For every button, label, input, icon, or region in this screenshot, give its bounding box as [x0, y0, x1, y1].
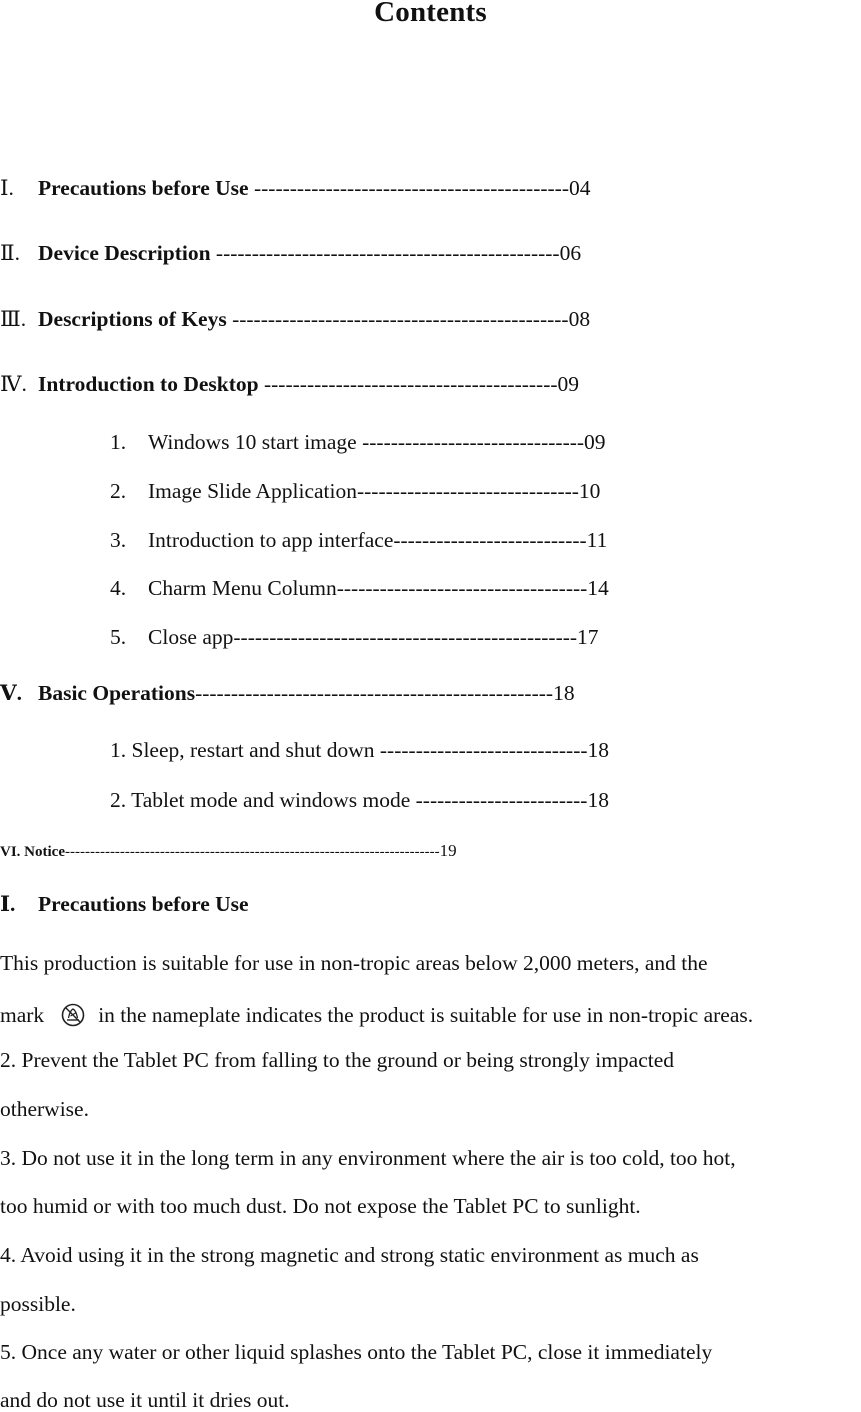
body-line: otherwise.: [0, 1097, 89, 1121]
toc-entry-page: 09: [557, 372, 580, 396]
non-tropic-mark-icon: [60, 1002, 86, 1028]
toc-subentry-text: Charm Menu Column-----------------------------------14: [148, 576, 609, 600]
toc-entry-leader: ------------------------------------------------: [210, 241, 560, 265]
body-text: in the nameplate indicates the product is suitable for use in non-tropic areas.: [98, 1003, 754, 1027]
toc-subentry-number: 5.: [110, 625, 127, 649]
toc-entry-label: Precautions before Use: [38, 176, 249, 200]
section-number: Ⅰ.: [0, 892, 16, 916]
toc-entry-label: Device Description: [38, 241, 211, 265]
toc-subentry[interactable]: [110, 481, 600, 503]
body-line: This production is suitable for use in non-tropic areas below 2,000 meters, and the: [0, 951, 708, 975]
toc-entry-1[interactable]: [0, 178, 591, 200]
toc-entry-label: Basic Operations: [38, 681, 196, 705]
toc-subentry-text: Introduction to app interface---------------------------11: [148, 528, 608, 552]
toc-subentry[interactable]: [110, 627, 599, 649]
toc-entry-number: Ⅴ.: [0, 681, 23, 705]
toc-entry-number: Ⅱ.: [0, 241, 20, 265]
body-line: too humid or with too much dust. Do not expose the Tablet PC to sunlight.: [0, 1194, 641, 1218]
toc-subentry[interactable]: [110, 578, 609, 600]
toc-subentry-text: Image Slide Application-------------------------------10: [148, 479, 601, 503]
toc-entry-page: 18: [553, 681, 575, 705]
toc-entry-3[interactable]: [0, 309, 590, 331]
toc-subentry-text: 2. Tablet mode and windows mode ------------------------18: [110, 788, 609, 812]
page-title: Contents: [374, 0, 487, 28]
toc-entry-leader: ---------------------------------------------------------------------------: [64, 844, 440, 860]
toc-entry-page: 04: [569, 176, 591, 200]
body-text: mark: [0, 1003, 45, 1027]
toc-entry-number: Ⅰ.: [0, 176, 14, 200]
toc-entry-page: 19: [439, 841, 457, 860]
toc-subentry-text: Windows 10 start image -------------------------------09: [148, 430, 606, 454]
body-line: [0, 1002, 753, 1028]
body-line: and do not use it until it dries out.: [0, 1388, 290, 1412]
toc-entry-label: VI. Notice: [0, 844, 65, 860]
toc-subentry[interactable]: [110, 530, 607, 552]
toc-entry-page: 08: [568, 307, 591, 331]
toc-subentry[interactable]: [110, 790, 609, 812]
toc-entry-leader: -----------------------------------------: [258, 372, 558, 396]
toc-entry-number: Ⅲ.: [0, 307, 27, 331]
toc-entry-4[interactable]: [0, 374, 579, 396]
section-heading: [0, 894, 249, 916]
toc-entry-number: Ⅳ.: [0, 372, 27, 396]
toc-entry-leader: --------------------------------------------------: [195, 681, 554, 705]
toc-entry-leader: --------------------------------------------: [248, 176, 569, 200]
toc-subentry[interactable]: [110, 432, 606, 454]
body-line: 3. Do not use it in the long term in any environment where the air is too cold, too hot,: [0, 1146, 736, 1170]
body-line: possible.: [0, 1292, 76, 1316]
toc-subentry-number: 1.: [110, 430, 127, 454]
toc-subentry-text: 1. Sleep, restart and shut down -----------------------------18: [110, 738, 610, 762]
toc-entry-page: 06: [559, 241, 582, 265]
toc-entry-2[interactable]: [0, 243, 581, 265]
toc-entry-6[interactable]: [0, 842, 457, 860]
toc-entry-label: Descriptions of Keys: [38, 307, 227, 331]
toc-subentry[interactable]: [110, 740, 609, 762]
toc-subentry-number: 3.: [110, 528, 127, 552]
body-line: 5. Once any water or other liquid splashes onto the Tablet PC, close it immediately: [0, 1340, 713, 1364]
body-line: 4. Avoid using it in the strong magnetic and strong static environment as much as: [0, 1243, 699, 1267]
toc-subentry-text: Close app------------------------------------------------17: [148, 625, 599, 649]
toc-entry-label: Introduction to Desktop: [38, 372, 259, 396]
section-title: Precautions before Use: [38, 892, 249, 916]
toc-entry-5[interactable]: [0, 683, 575, 705]
toc-entry-leader: -----------------------------------------------: [226, 307, 569, 331]
body-line: 2. Prevent the Tablet PC from falling to the ground or being strongly impacted: [0, 1048, 675, 1072]
toc-subentry-number: 4.: [110, 576, 127, 600]
toc-subentry-number: 2.: [110, 479, 127, 503]
